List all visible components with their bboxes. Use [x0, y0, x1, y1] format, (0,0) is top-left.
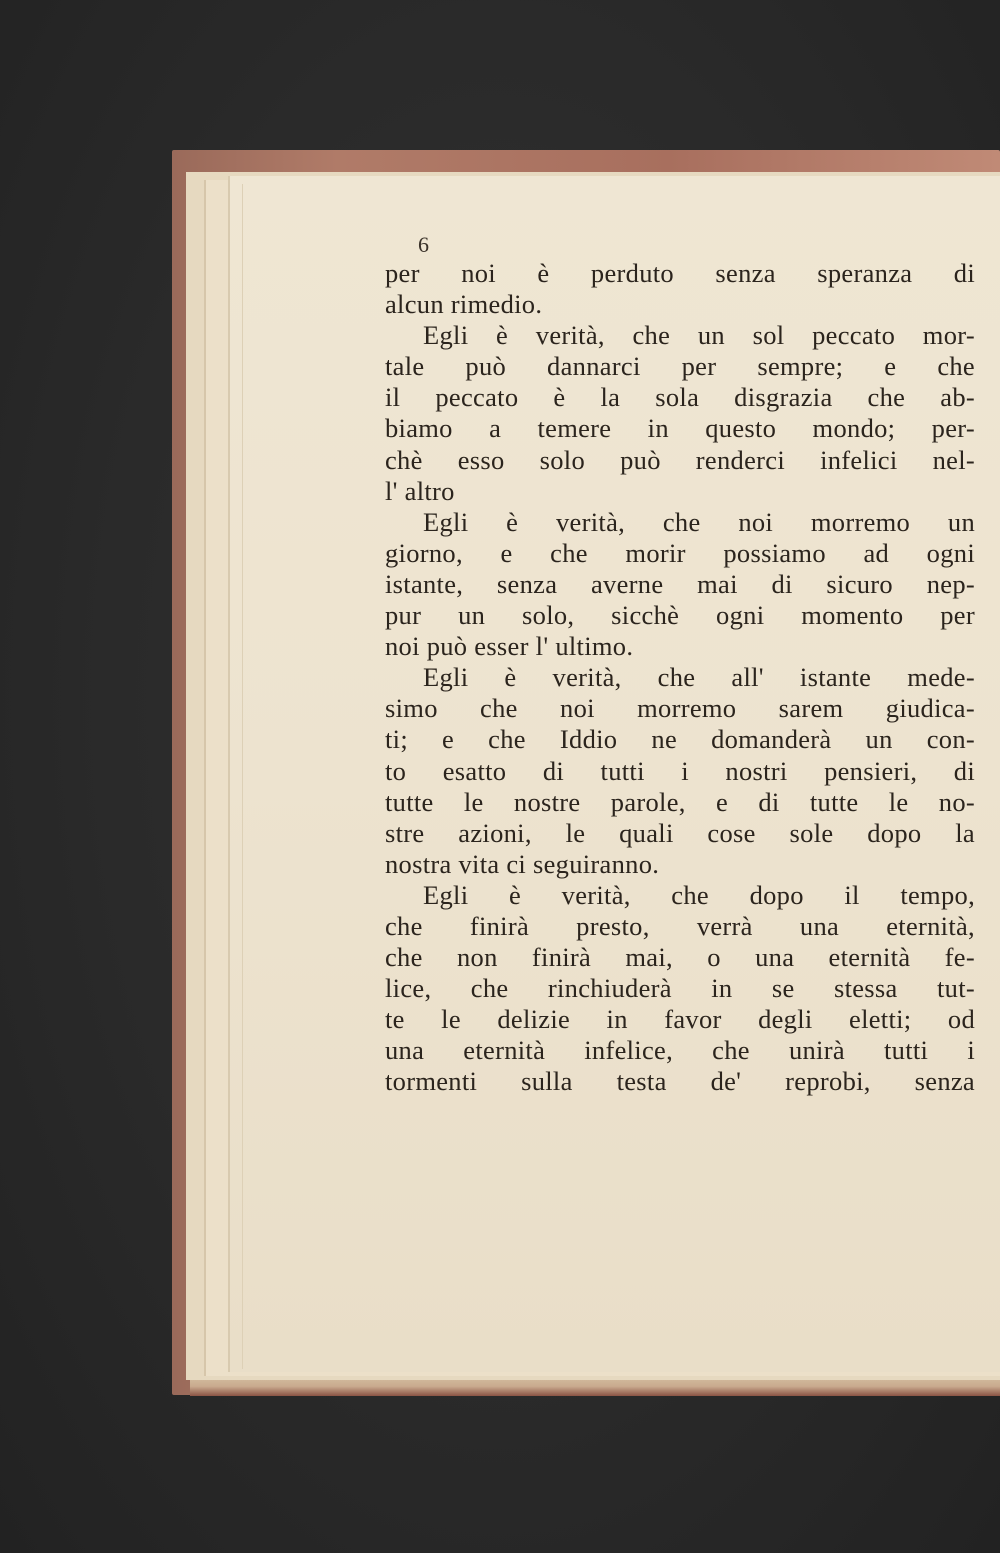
text-line: il peccato è la sola disgrazia che ab- — [385, 382, 975, 413]
text-line: stre azioni, le quali cose sole dopo la — [385, 817, 975, 848]
text-line: l' altro — [385, 475, 455, 506]
text-line: lice, che rinchiuderà in se stessa tut- — [385, 973, 975, 1004]
text-line: chè esso solo può renderci infelici nel- — [385, 444, 975, 475]
text-line: pur un solo, sicchè ogni momento per — [385, 600, 975, 631]
page-number: 6 — [418, 232, 429, 257]
text-line: ti; e che Iddio ne domanderà un con- — [385, 724, 975, 755]
text-line: che finirà presto, verrà una eternità, — [385, 910, 975, 941]
text-line: to esatto di tutti i nostri pensieri, di — [385, 755, 975, 786]
text-line: Egli è verità, che dopo il tempo, — [423, 879, 975, 910]
body-text — [385, 258, 975, 1098]
text-line: istante, senza averne mai di sicuro nep- — [385, 568, 975, 599]
text-line: noi può esser l' ultimo. — [385, 631, 634, 662]
text-line: una eternità infelice, che unirà tutti i — [385, 1035, 975, 1066]
text-line: te le delizie in favor degli eletti; od — [385, 1004, 975, 1035]
text-line: che non finirà mai, o una eternità fe- — [385, 942, 975, 973]
text-line: simo che noi morremo sarem giudica- — [385, 693, 975, 724]
text-line: tale può dannarci per sempre; e che — [385, 351, 975, 382]
text-line: nostra vita ci seguiranno. — [385, 848, 660, 879]
text-line: Egli è verità, che noi morremo un — [423, 506, 975, 537]
text-line: biamo a temere in questo mondo; per- — [385, 413, 975, 444]
text-line: giorno, e che morir possiamo ad ogni — [385, 537, 975, 568]
text-line: alcun rimedio. — [385, 289, 543, 320]
text-line: per noi è perduto senza speranza di — [385, 258, 975, 288]
text-line: tutte le nostre parole, e di tutte le no- — [385, 786, 975, 817]
text-line: Egli è verità, che un sol peccato mor- — [423, 320, 975, 351]
text-line: tormenti sulla testa de' reprobi, senza — [385, 1066, 975, 1097]
text-line: Egli è verità, che all' istante mede- — [423, 662, 975, 693]
